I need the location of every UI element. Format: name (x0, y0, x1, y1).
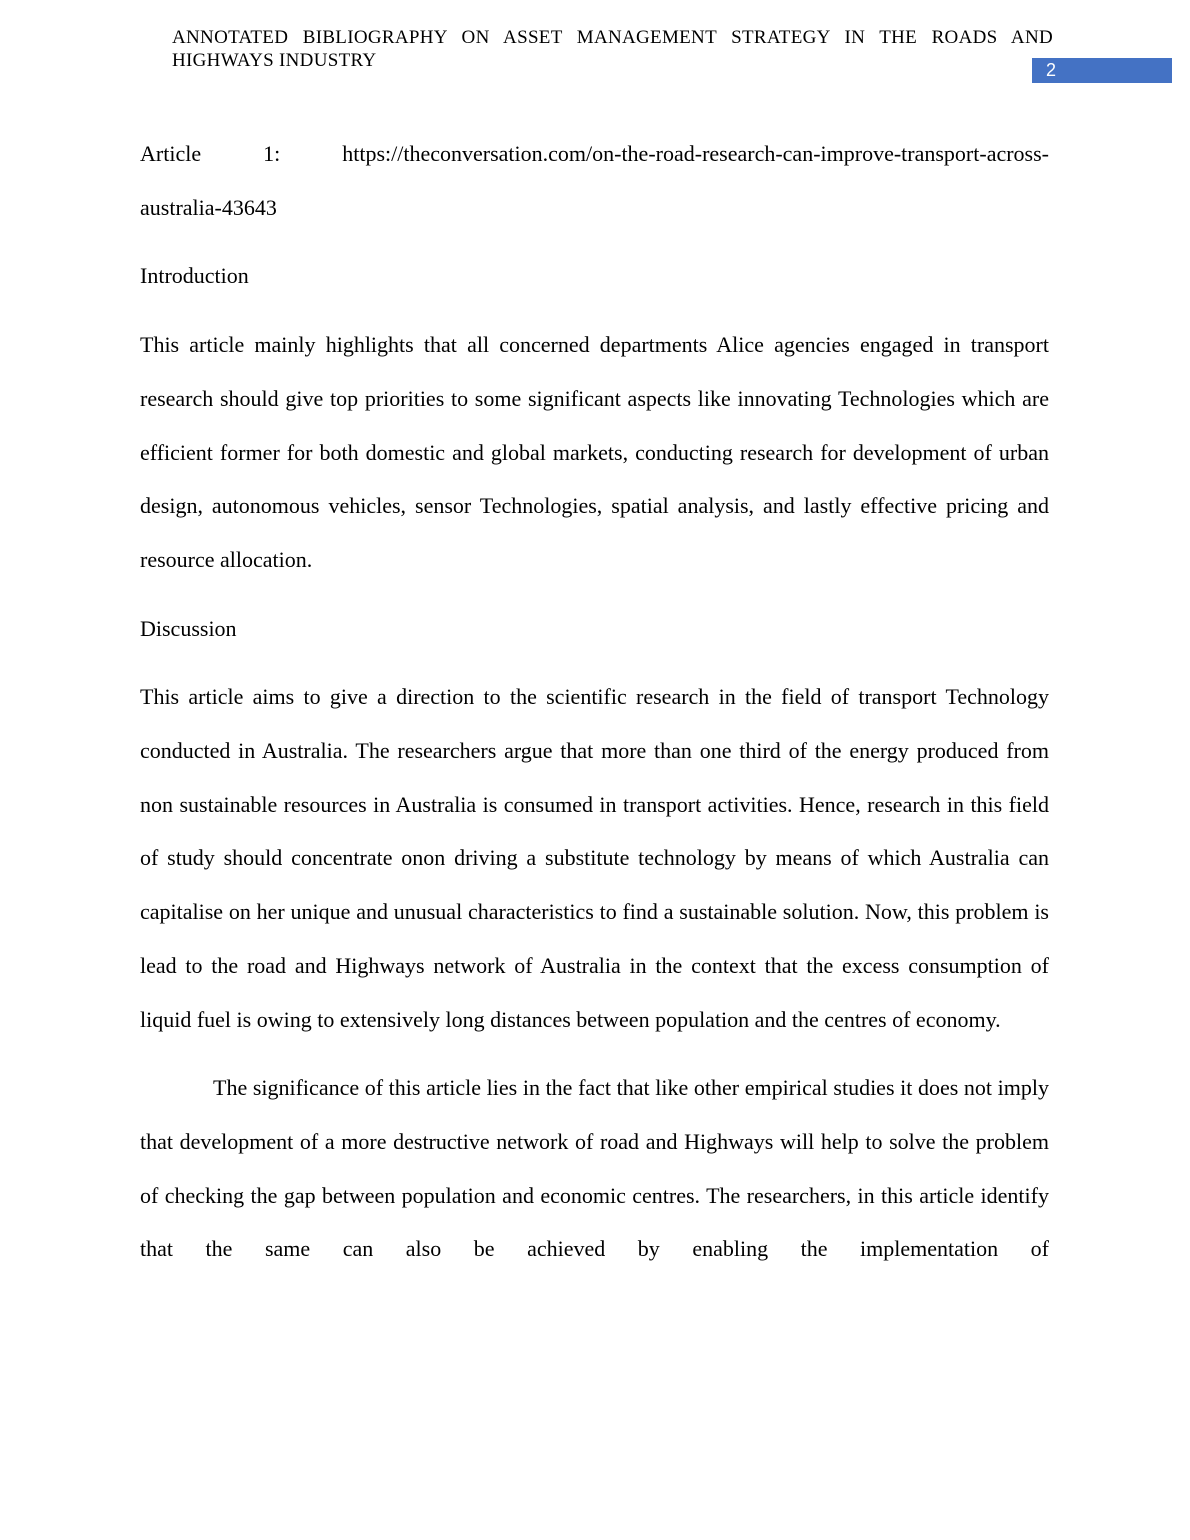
header-title-line2: HIGHWAYS INDUSTRY (172, 50, 377, 71)
article-label-line2: australia-43643 (140, 194, 277, 220)
discussion-paragraph-1: This article aims to give a direction to the scientific research in the field of transport Technology conducted in Australia. The researchers argue that more than one third of the energy produced from non sustainable resources in Australia is consumed in transport activities. Hence, research in this field of study should concentrate onon driving a substitute technology by means of which Australia can capitalise on her unique and unusual characteristics to find a sustainable solution. Now, this problem is lead to the road and Highways network of Australia in the context that the excess consumption of liquid fuel is owing to extensively long distances between population and the centres of economy. (140, 684, 1049, 1032)
introduction-paragraph: This article mainly highlights that all concerned departments Alice agencies engaged in transport research should give top priorities to some significant aspects like innovating Technologies which are efficient former for both domestic and global markets, conducting research for development of urban design, autonomous vehicles, sensor Technologies, spatial analysis, and lastly effective pricing and resource allocation. (140, 332, 1049, 572)
page-number: 2 (1032, 58, 1172, 83)
article-label-line1: Article 1: https://theconversation.com/on-the-road-research-can-improve-transport-across- (140, 141, 1049, 166)
discussion-heading: Discussion (140, 615, 237, 641)
introduction-heading: Introduction (140, 263, 249, 289)
document-body (140, 127, 1049, 1276)
running-header (172, 26, 1053, 72)
header-title-line1: ANNOTATED BIBLIOGRAPHY ON ASSET MANAGEMENT STRATEGY IN THE ROADS AND (172, 27, 1053, 48)
discussion-paragraph-2: The significance of this article lies in the fact that like other empirical studies it does not imply that development of a more destructive network of road and Highways will help to solve the problem of checking the gap between population and economic centres. The researchers, in this article identify that the same can also be achieved by enabling the implementation of (140, 1075, 1049, 1262)
